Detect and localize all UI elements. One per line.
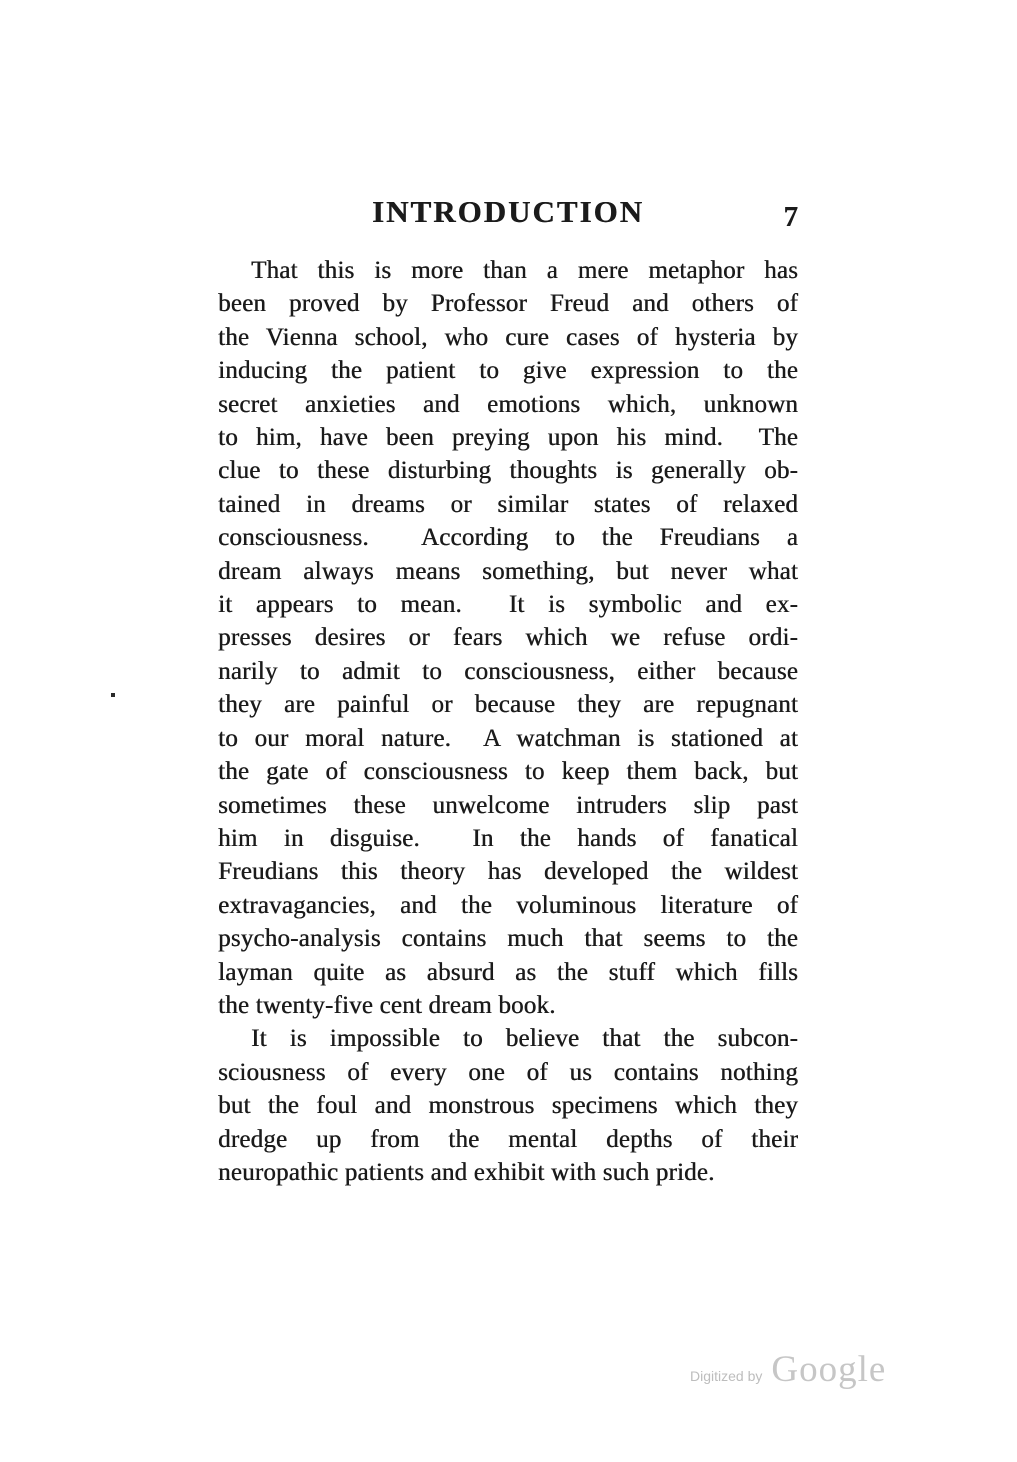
text-line: sciousness of every one of us contains nothing	[218, 1058, 798, 1086]
chapter-title: INTRODUCTION	[371, 194, 645, 229]
text-line: the twenty-five cent dream book.	[218, 991, 556, 1019]
text-line: him in disguise. In the hands of fanatical	[218, 824, 798, 852]
text-line: but the foul and monstrous specimens which they	[218, 1092, 798, 1120]
digitized-watermark	[690, 1348, 886, 1391]
text-line: psycho-analysis contains much that seems to the	[218, 925, 798, 953]
text-line: consciousness. According to the Freudians a	[218, 524, 798, 552]
text-line: inducing the patient to give expression to the	[218, 357, 798, 385]
text-line: it appears to mean. It is symbolic and ex-	[218, 591, 798, 619]
text-line: neuropathic patients and exhibit with such pride.	[218, 1158, 715, 1186]
text-line: sometimes these unwelcome intruders slip past	[218, 791, 798, 819]
text-line: clue to these disturbing thoughts is generally ob-	[218, 457, 798, 485]
text-line: Freudians this theory has developed the wildest	[218, 858, 798, 886]
text-line: That this is more than a mere metaphor has	[251, 257, 798, 284]
text-line: dredge up from the mental depths of their	[218, 1125, 798, 1153]
text-line: the gate of consciousness to keep them back, but	[218, 758, 798, 786]
scan-speck	[111, 693, 115, 697]
text-line: extravagancies, and the voluminous literature of	[218, 891, 798, 919]
text-line: It is impossible to believe that the subcon-	[251, 1025, 798, 1053]
text-line: tained in dreams or similar states of relaxed	[218, 490, 798, 518]
text-line: to our moral nature. A watchman is stationed at	[218, 724, 798, 752]
text-line: narily to admit to consciousness, either because	[218, 657, 798, 685]
text-line: to him, have been preying upon his mind. The	[218, 424, 798, 452]
body-text-block	[218, 254, 798, 1189]
text-line: they are painful or because they are repugnant	[218, 691, 798, 719]
text-line: been proved by Professor Freud and others of	[218, 290, 798, 318]
text-line: presses desires or fears which we refuse ordi-	[218, 624, 798, 652]
text-line: layman quite as absurd as the stuff which fills	[218, 958, 798, 986]
running-head	[218, 194, 798, 236]
text-line: dream always means something, but never what	[218, 557, 798, 585]
google-logo: Google	[771, 1349, 887, 1390]
page-number: 7	[783, 201, 798, 233]
text-line: secret anxieties and emotions which, unknown	[218, 390, 798, 418]
watermark-prefix-label: Digitized by	[690, 1368, 763, 1384]
text-line: the Vienna school, who cure cases of hysteria by	[218, 323, 798, 351]
